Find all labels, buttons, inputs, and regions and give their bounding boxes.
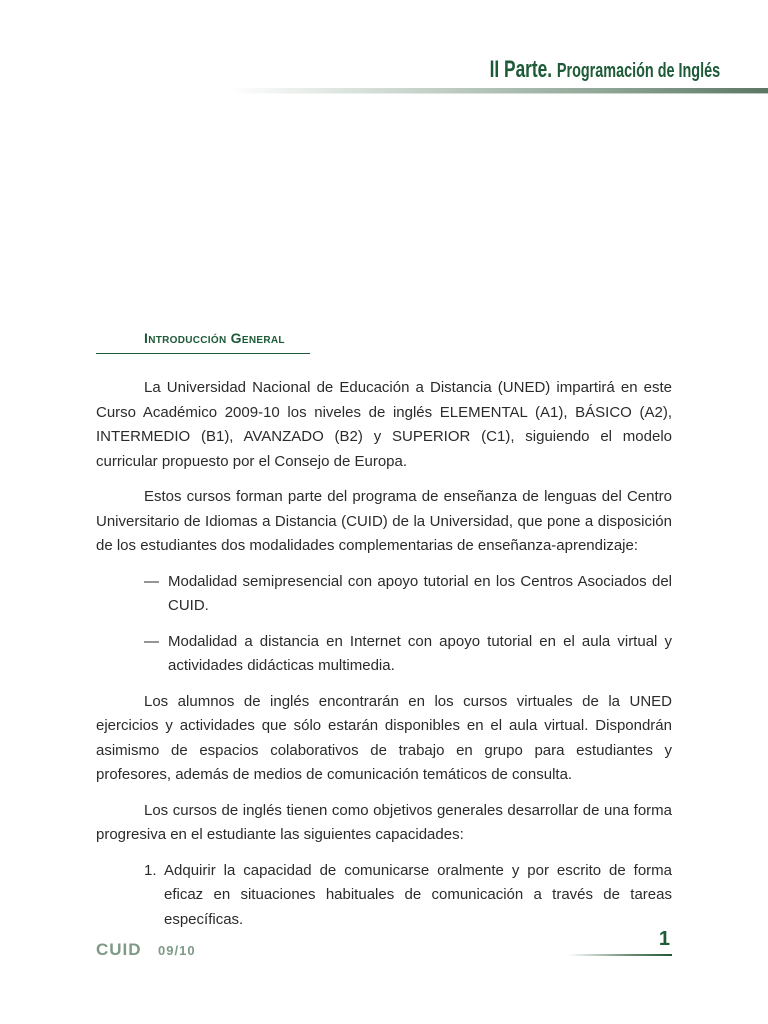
header-part: II Parte. — [489, 56, 552, 83]
paragraph-intro: La Universidad Nacional de Educación a Distancia (UNED) impartirá en este Curso Académico 2009-10 los niveles de inglés ELEMENTAL (A1), BÁSICO (A2), INTERMEDIO (B1), AVANZADO (B2) y SUPERIOR (C1), siguiendo el modelo curricular propuesto por el Consejo de Europa. — [96, 379, 672, 470]
footer-rule — [568, 954, 672, 956]
list-item-text: Modalidad semipresencial con apoyo tutorial en los Centros Asociados del CUID. — [168, 572, 672, 614]
footer-brand-name: CUID — [96, 940, 142, 959]
dash-mark: — — [144, 632, 159, 650]
body-content — [96, 376, 672, 943]
numbered-item-text: Adquirir la capacidad de comunicarse oralmente y por escrito de forma eficaz en situaciones habituales de comunicación a través de tareas específicas. — [164, 861, 672, 928]
header-subtitle: Programación de Inglés — [556, 60, 720, 82]
numbered-item — [96, 859, 672, 933]
footer-brand — [96, 940, 196, 960]
section-title: Introducción General — [144, 330, 285, 346]
page-number: 1 — [658, 928, 670, 950]
list-item — [96, 630, 672, 679]
paragraph-objectives: Los cursos de inglés tienen como objetivos generales desarrollar de una forma progresiva en el estudiante las siguientes capacidades: — [96, 801, 672, 843]
paragraph-courses: Estos cursos forman parte del programa de enseñanza de lenguas del Centro Universitario de Idiomas a Distancia (CUID) de la Universidad, que pone a disposición de los estudiantes dos modalidades complementarias de enseñanza-aprendizaje: — [96, 488, 672, 554]
list-item — [96, 570, 672, 619]
header-rule-thin — [228, 93, 768, 94]
section-rule — [96, 353, 310, 354]
running-header — [490, 56, 720, 84]
number-mark: 1. — [144, 861, 157, 879]
list-item-text: Modalidad a distancia en Internet con apoyo tutorial en el aula virtual y actividades didácticas multimedia. — [168, 632, 672, 674]
paragraph-virtual: Los alumnos de inglés encontrarán en los cursos virtuales de la UNED ejercicios y actividades que sólo estarán disponibles en el aula virtual. Dispondrán asimismo de espacios colaborativos de trabajo en grupo para estudiantes y profesores, además de medios de comunicación temáticos de consulta. — [96, 692, 672, 783]
footer-year: 09/10 — [158, 943, 196, 958]
dash-mark: — — [144, 572, 159, 590]
